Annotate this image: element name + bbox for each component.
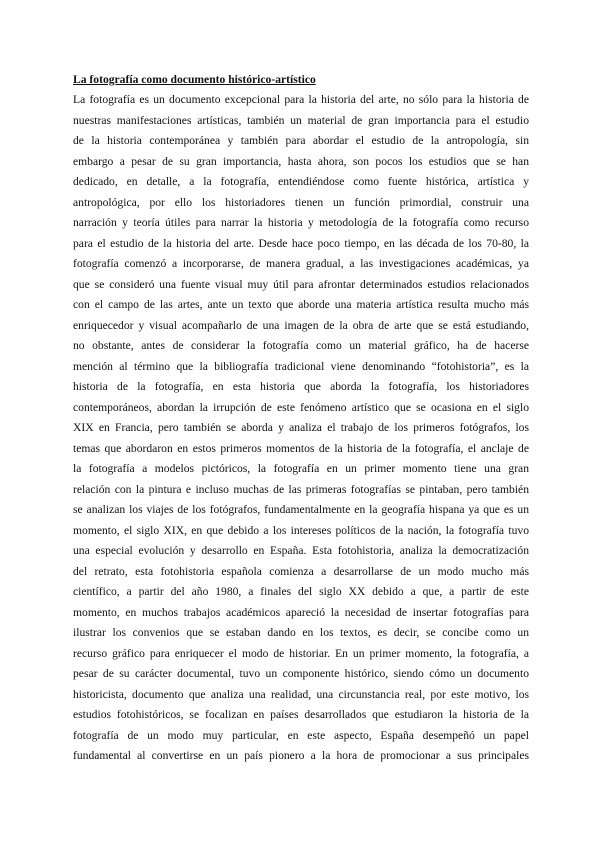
paragraph-line: no obstante, antes de considerar la fotografía como un material gráfico, ha de hacerse [73, 339, 529, 352]
paragraph-line: fundamental al convertirse en un país pionero a la hora de promocionar a sus principales [73, 749, 529, 762]
paragraph-line: una especial evolución y desarrollo en España. Esta fotohistoria, analiza la democratización [73, 544, 529, 557]
paragraph-line: momento, el siglo XIX, en que debido a los intereses políticos de la nación, la fotografía tuvo [73, 523, 529, 537]
paragraph-line: historia de la fotografía, en esta historia que aborda la fotografía, los historiadores [73, 380, 529, 393]
paragraph-line: relación con la pintura e incluso muchas de las primeras fotografías se pintaban, pero también [73, 482, 529, 496]
paragraph-line: que se consideró una fuente visual muy útil para afrontar determinados estudios relacionados [73, 277, 529, 291]
paragraph-line: La fotografía es un documento excepcional para la historia del arte, no sólo para la historia de [73, 93, 529, 106]
paragraph-line: XIX en Francia, pero también se aborda y analiza el trabajo de los primeros fotógrafos, los [73, 421, 529, 434]
paragraph-line: momento, en muchos trabajos académicos apareció la necesidad de insertar fotografías para [73, 605, 529, 619]
paragraph-line: se analizan los viajes de los fotógrafos, fundamentalmente en la geografía hispana ya que es un [73, 503, 529, 516]
paragraph-line: fotografía comenzó a incorporarse, de manera gradual, a las investigaciones académicas, ya [73, 257, 529, 270]
paragraph-line: de la historia contemporánea y también para abordar el estudio de la antropología, sin [73, 134, 529, 147]
paragraph-line: estudios fotohistóricos, se focalizan en países desarrollados que estudiaron la historia de la [73, 708, 529, 721]
paragraph-line: ilustrar los convenios que se estaban dando en los textos, es decir, se concibe como un [73, 626, 529, 639]
paragraph-line: contemporáneos, abordan la irrupción de este fenómeno artístico que se ocasiona en el siglo [73, 400, 529, 414]
paragraph-line: historicista, documento que analiza una realidad, una circunstancia real, por este motivo, los [73, 687, 529, 701]
section-title: La fotografía como documento histórico-artístico [73, 73, 316, 86]
paragraph-line: temas que abordaron en estos primeros momentos de la historia de la fotografía, el anclaje de [73, 441, 529, 455]
paragraph-line: narración y teoría útiles para narrar la historia y metodología de la fotografía como recurso [73, 216, 529, 229]
document-body [73, 70, 529, 767]
paragraph-line: con el campo de las artes, ante un texto que aborde una materia artística resulta mucho más [73, 298, 529, 311]
paragraph-line: nuestras manifestaciones artísticas, también un material de gran importancia para el estudio [73, 113, 529, 127]
paragraph-line: del retrato, esta fotohistoria española comienza a desarrollarse de un modo mucho más [73, 564, 529, 578]
paragraph-line: recurso gráfico para enriquecer el modo de historiar. En un primer momento, la fotografía, a [73, 646, 529, 660]
paragraph-line: fotografía de un modo muy particular, en este aspecto, España desempeñó un papel [73, 728, 529, 742]
paragraph-line: la fotografía a modelos pictóricos, la fotografía en un primer momento tiene una gran [73, 462, 529, 475]
paragraph-line: pesar de su carácter documental, tuvo un componente histórico, siendo cómo un documento [73, 667, 529, 680]
paragraph-line: dedicado, en detalle, a la fotografía, entendiéndose como fuente histórica, artística y [73, 175, 529, 188]
paragraph [73, 90, 529, 767]
paragraph-line: científico, a partir del año 1980, a finales del siglo XX debido a que, a partir de este [73, 585, 529, 598]
paragraph-line: para el estudio de la historia del arte. Desde hace poco tiempo, en las década de los 70-80, la [73, 236, 529, 250]
paragraph-line: antropológica, por ello los historiadores tienen un función primordial, construir una [73, 195, 529, 209]
paragraph-line: embargo a pesar de su gran importancia, hasta ahora, son pocos los estudios que se han [73, 154, 529, 168]
paragraph-line: mención al término que la bibliografía tradicional viene denominando “fotohistoria”, es la [73, 359, 529, 373]
paragraph-line: enriquecedor y visual acompañarlo de una imagen de la obra de arte que se está estudiando, [73, 318, 529, 332]
